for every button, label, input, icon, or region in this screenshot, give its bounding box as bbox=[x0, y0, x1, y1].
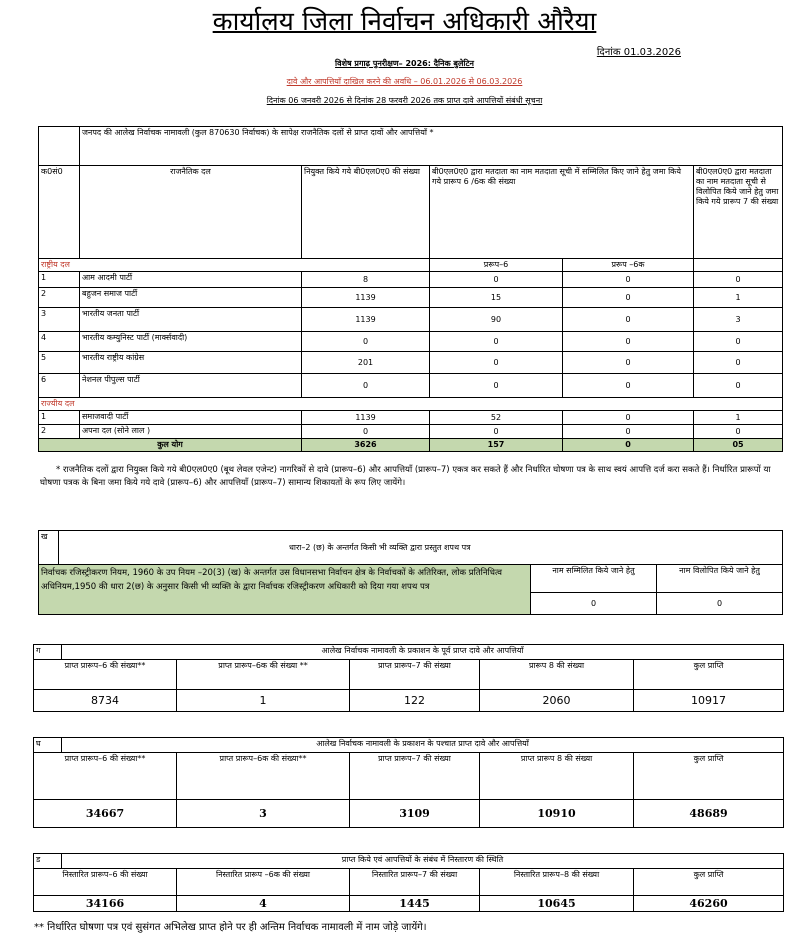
table3-header: प्राप्त प्रारूप–7 की संख्या bbox=[350, 660, 480, 690]
party-sno-cell: 2 bbox=[39, 288, 80, 308]
party-bla-cell: 1139 bbox=[302, 411, 430, 425]
party-f6-cell: 0 bbox=[430, 425, 563, 439]
party-sno-cell: 4 bbox=[39, 332, 80, 352]
table4-header: प्राप्त प्रारूप–7 की संख्या bbox=[350, 753, 480, 800]
party-row bbox=[39, 272, 783, 288]
party-party-cell: नेशनल पीपुल्स पार्टी bbox=[80, 374, 302, 398]
table3-value: 1 bbox=[177, 690, 350, 712]
total-bla: 3626 bbox=[302, 439, 430, 452]
table5-header: निस्तारित प्रारूप –6क की संख्या bbox=[177, 869, 350, 896]
party-bla-cell: 1139 bbox=[302, 308, 430, 332]
party-f6k-cell: 0 bbox=[563, 411, 694, 425]
party-party-cell: समाजवादी पार्टी bbox=[80, 411, 302, 425]
party-sno-cell: 3 bbox=[39, 308, 80, 332]
table2-description: निर्वाचक रजिस्ट्रीकरण नियम, 1960 के उप नियम –20(3) (ख) के अन्तर्गत उस विधानसभा निर्वाचन क्षेत्र के निर्वाचकों के अतिरिक्त, लोक प्रतिनिधित्व अधिनियम,1950 की धारा 2(छ) के अनुसार किसी भी व्यक्ति के द्वारा निर्वाचक रजिस्ट्रीकरण अधिकारी को दिया गया शपथ पत्र bbox=[39, 565, 531, 615]
col-sno-header: क0सं0 bbox=[39, 166, 80, 259]
value-include: 0 bbox=[531, 593, 657, 615]
party-f6-cell: 0 bbox=[430, 332, 563, 352]
page-title: कार्यालय जिला निर्वाचन अधिकारी औरैया bbox=[212, 7, 597, 37]
party-party-cell: अपना दल (सोने लाल ) bbox=[80, 425, 302, 439]
info-heading: दिनांक 06 जनवरी 2026 से दिनांक 28 फरवरी 2026 तक प्राप्त दावे आपत्तियों संबंधी सूचना bbox=[266, 96, 543, 105]
table4-header: प्राप्त प्रारूप 8 की संख्या bbox=[480, 753, 634, 800]
col-bla-header: नियुक्त किये गये बी0एल0ए0 की संख्या bbox=[302, 166, 430, 259]
party-bla-cell: 0 bbox=[302, 374, 430, 398]
table4-header: कुल प्राप्ति bbox=[634, 753, 784, 800]
table4-value: 48689 bbox=[634, 800, 784, 828]
table5-header: कुल प्राप्ति bbox=[634, 869, 784, 896]
table3-header: प्रारूप 8 की संख्या bbox=[480, 660, 634, 690]
party-f6-cell: 15 bbox=[430, 288, 563, 308]
table2-caption: धारा–2 (छ) के अन्तर्गत किसी भी व्यक्ति द्वारा प्रस्तुत शपथ पत्र bbox=[59, 531, 783, 565]
party-sno-cell: 1 bbox=[39, 411, 80, 425]
sub-form6k: प्ररूप –6क bbox=[563, 259, 694, 272]
party-party-cell: भारतीय कम्युनिस्ट पार्टी (मार्क्सवादी) bbox=[80, 332, 302, 352]
table4-value: 34667 bbox=[34, 800, 177, 828]
party-bla-cell: 1139 bbox=[302, 288, 430, 308]
party-f7-cell: 1 bbox=[694, 288, 783, 308]
bulletin-date: दिनांक 01.03.2026 bbox=[596, 47, 681, 58]
table4-caption: आलेख निर्वाचक नामावली के प्रकाशन के पश्चात प्राप्त दावे और आपत्तियाँ bbox=[62, 738, 784, 753]
table5-value: 34166 bbox=[34, 896, 177, 912]
table5-header: निस्तारित प्रारूप–7 की संख्या bbox=[350, 869, 480, 896]
party-f6k-cell: 0 bbox=[563, 272, 694, 288]
table5-value: 4 bbox=[177, 896, 350, 912]
disposal-status-table bbox=[33, 853, 784, 912]
total-label: कुल योग bbox=[39, 439, 302, 452]
party-f6k-cell: 0 bbox=[563, 425, 694, 439]
party-f6-cell: 0 bbox=[430, 352, 563, 374]
claim-period: दावे और आपत्तियाँ दाखिल करने की अवधि – 06.01.2026 से 06.03.2026 bbox=[286, 77, 523, 86]
party-f6k-cell: 0 bbox=[563, 332, 694, 352]
note-final: ** निर्धारित घोषणा पत्र एवं सुसंगत अभिलेख प्राप्त होने पर ही अन्तिम निर्वाचक नामावली में नाम जोड़े जायेंगे। bbox=[34, 922, 427, 933]
party-sno-cell: 2 bbox=[39, 425, 80, 439]
col-form6-header: बी0एल0ए0 द्वारा मतदाता का नाम मतदाता सूची में सम्मिलित किए जाने हेतु जमा किये गये प्रारूप 6 /6क की संख्या bbox=[430, 166, 694, 259]
party-f6k-cell: 0 bbox=[563, 374, 694, 398]
party-sno-cell: 1 bbox=[39, 272, 80, 288]
party-f6-cell: 52 bbox=[430, 411, 563, 425]
party-f6-cell: 0 bbox=[430, 374, 563, 398]
party-row bbox=[39, 308, 783, 332]
affidavit-table bbox=[38, 530, 783, 615]
party-party-cell: आम आदमी पार्टी bbox=[80, 272, 302, 288]
pre-publication-table bbox=[33, 644, 784, 712]
note-bla: * राजनैतिक दलों द्वारा नियुक्त किये गये बी0एल0ए0 (बूथ लेवल एजेन्ट) नागरिकों से दावे (प्रारूप–6) और आपत्तियाँ (प्रारूप–7) एकत्र कर सकते हैं और निर्धारित घोषणा पत्र के साथ स्वयं आपत्ति दर्ज करा सकते हैं। निर्धारित प्रारूपों या घोषणा पत्रक के बिना जमा किये गये दावे (प्रारूप–6) और आपत्तियाँ (प्रारूप–7) सामान्य शिकायतों के रूप लिए जायेंगे। bbox=[40, 465, 771, 488]
party-f7-cell: 3 bbox=[694, 308, 783, 332]
bulletin-heading: विशेष प्रगाढ़ पुनरीक्षण– 2026: दैनिक बुलेटिन bbox=[335, 59, 474, 68]
party-party-cell: भारतीय राष्ट्रीय कांग्रेस bbox=[80, 352, 302, 374]
total-form7: 05 bbox=[694, 439, 783, 452]
table4-header: प्राप्त प्रारूप–6क की संख्या** bbox=[177, 753, 350, 800]
section-national: राष्ट्रीय दल bbox=[39, 259, 430, 272]
party-bla-cell: 0 bbox=[302, 425, 430, 439]
party-f6k-cell: 0 bbox=[563, 352, 694, 374]
table4-header: प्राप्त प्रारूप–6 की संख्या** bbox=[34, 753, 177, 800]
total-form6: 157 bbox=[430, 439, 563, 452]
table4-value: 3109 bbox=[350, 800, 480, 828]
party-f7-cell: 0 bbox=[694, 374, 783, 398]
party-row bbox=[39, 411, 783, 425]
party-f7-cell: 0 bbox=[694, 332, 783, 352]
table4-value: 3 bbox=[177, 800, 350, 828]
table5-value: 1445 bbox=[350, 896, 480, 912]
party-party-cell: भारतीय जनता पार्टी bbox=[80, 308, 302, 332]
table3-code: ग bbox=[34, 645, 62, 660]
value-delete: 0 bbox=[657, 593, 783, 615]
table3-value: 122 bbox=[350, 690, 480, 712]
party-bla-cell: 8 bbox=[302, 272, 430, 288]
table5-header: निस्तारित प्रारूप–8 की संख्या bbox=[480, 869, 634, 896]
party-claims-table bbox=[38, 126, 783, 452]
party-bla-cell: 0 bbox=[302, 332, 430, 352]
table5-code: ड bbox=[34, 854, 62, 869]
table3-value: 10917 bbox=[634, 690, 784, 712]
table1-caption: जनपद की आलेख निर्वाचक नामावली (कुल 870630 निर्वाचक) के सापेक्ष राजनैतिक दलों से प्राप्त दावों और आपत्तियाँ * bbox=[80, 127, 783, 166]
table4-code: घ bbox=[34, 738, 62, 753]
party-row bbox=[39, 332, 783, 352]
party-f6-cell: 0 bbox=[430, 272, 563, 288]
col-include-header: नाम सम्मिलित किये जाने हेतु bbox=[531, 565, 657, 593]
party-row bbox=[39, 288, 783, 308]
table3-header: कुल प्राप्ति bbox=[634, 660, 784, 690]
table3-caption: आलेख निर्वाचक नामावली के प्रकाशन के पूर्व प्राप्त दावे और आपत्तियाँ bbox=[62, 645, 784, 660]
col-form7-header: बी0एल0ए0 द्वारा मतदाता का नाम मतदाता सूची से विलोपित किये जाने हेतु जमा किये गये प्रारूप 7 की संख्या bbox=[694, 166, 783, 259]
party-f7-cell: 0 bbox=[694, 352, 783, 374]
party-f7-cell: 0 bbox=[694, 425, 783, 439]
table2-code: ख bbox=[39, 531, 59, 565]
col-party-header: राजनैतिक दल bbox=[80, 166, 302, 259]
party-f7-cell: 0 bbox=[694, 272, 783, 288]
table5-header: निस्तारित प्रारूप–6 की संख्या bbox=[34, 869, 177, 896]
post-publication-table bbox=[33, 737, 784, 828]
party-row bbox=[39, 374, 783, 398]
table4-value: 10910 bbox=[480, 800, 634, 828]
party-f6-cell: 90 bbox=[430, 308, 563, 332]
table5-caption: प्राप्त किये एवं आपत्तियों के संबंध में निस्तारण की स्थिति bbox=[62, 854, 784, 869]
party-bla-cell: 201 bbox=[302, 352, 430, 374]
section-state: राज्यीय दल bbox=[39, 398, 783, 411]
party-f6k-cell: 0 bbox=[563, 288, 694, 308]
party-f6k-cell: 0 bbox=[563, 308, 694, 332]
party-party-cell: बहुजन समाज पार्टी bbox=[80, 288, 302, 308]
party-row bbox=[39, 425, 783, 439]
party-row bbox=[39, 352, 783, 374]
table3-header: प्राप्त प्रारूप–6 की संख्या** bbox=[34, 660, 177, 690]
table3-header: प्राप्त प्रारूप–6क की संख्या ** bbox=[177, 660, 350, 690]
table3-value: 8734 bbox=[34, 690, 177, 712]
col-delete-header: नाम विलोपित किये जाने हेतु bbox=[657, 565, 783, 593]
party-sno-cell: 5 bbox=[39, 352, 80, 374]
table1-corner bbox=[39, 127, 80, 166]
table5-value: 46260 bbox=[634, 896, 784, 912]
table3-value: 2060 bbox=[480, 690, 634, 712]
table5-value: 10645 bbox=[480, 896, 634, 912]
total-form6k: 0 bbox=[563, 439, 694, 452]
sub-form6: प्ररूप–6 bbox=[430, 259, 563, 272]
party-f7-cell: 1 bbox=[694, 411, 783, 425]
party-sno-cell: 6 bbox=[39, 374, 80, 398]
